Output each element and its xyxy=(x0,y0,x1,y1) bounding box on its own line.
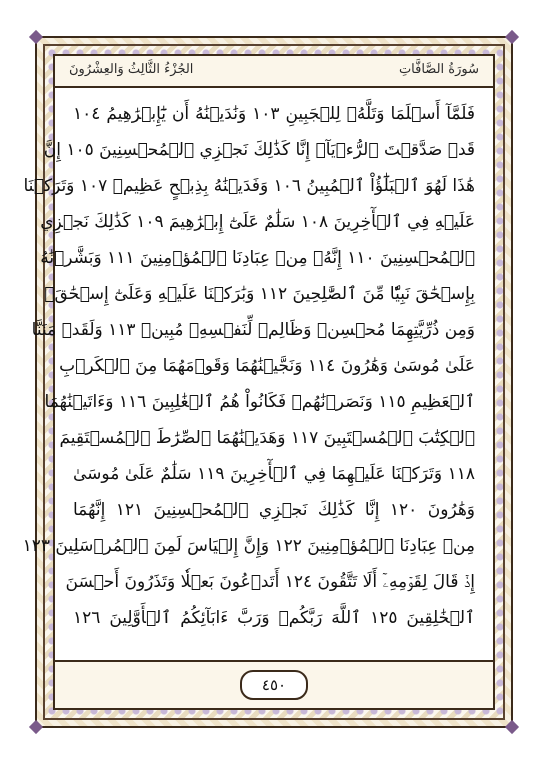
text-line: إِذۡ قَالَ لِقَوۡمِهِۦٓ أَلَا تَتَّقُونَ ١٢٤ أَتَدۡعُونَ بَعۡلٗا وَتَذَرُونَ أَحۡسَنَ xyxy=(65,572,475,592)
juz-title: الجُزْءُ الثَّالِثُ وَالعِشْرُونَ xyxy=(69,62,194,77)
text-line: وَهَٰرُونَ ١٢٠ إِنَّا كَذَٰلِكَ نَجۡزِي ٱلۡمُحۡسِنِينَ ١٢١ إِنَّهُمَا xyxy=(73,500,475,520)
ornamental-border xyxy=(22,44,505,720)
text-line: ٱلۡعَظِيمِ ١١٥ وَنَصَرۡنَٰهُمۡ فَكَانُواْ هُمُ ٱلۡغَٰلِبِينَ ١١٦ وَءَاتَيۡنَٰهُمَا xyxy=(44,392,475,412)
page-number: ٤٥٠ xyxy=(240,670,308,700)
text-line: مِنۡ عِبَادِنَا ٱلۡمُؤۡمِنِينَ ١٢٢ وَإِنَّ إِلۡيَاسَ لَمِنَ ٱلۡمُرۡسَلِينَ ١٢٣ xyxy=(22,536,475,556)
corner-ornament-icon xyxy=(505,720,519,734)
corner-ornament-icon xyxy=(29,720,43,734)
page-content xyxy=(22,54,495,710)
text-line: بِإِسۡحَٰقَ نَبِيّٗا مِّنَ ٱلصَّٰلِحِينَ ١١٢ وَبَٰرَكۡنَا عَلَيۡهِ وَعَلَىٰٓ إِسۡحَٰقَۚ xyxy=(44,284,475,304)
text-line: وَمِن ذُرِّيَّتِهِمَا مُحۡسِنٞ وَظَالِمٞ لِّنَفۡسِهِۦ مُبِينٞ ١١٣ وَلَقَدۡ مَنَنَّا xyxy=(31,320,475,340)
text-line: فَلَمَّآ أَسۡلَمَا وَتَلَّهُۥ لِلۡجَبِينِ ١٠٣ وَنَٰدَيۡنَٰهُ أَن يَٰٓإِبۡرَٰهِيمُ ١٠٤ xyxy=(73,104,475,124)
surah-title: سُورَةُ الصَّافَّاتِ xyxy=(398,62,479,77)
text-line: ٱلۡكِتَٰبَ ٱلۡمُسۡتَبِينَ ١١٧ وَهَدَيۡنَٰهُمَا ٱلصِّرَٰطَ ٱلۡمُسۡتَقِيمَ xyxy=(59,428,475,448)
page-header xyxy=(55,56,493,88)
text-line: هَٰذَا لَهُوَ ٱلۡبَلَٰٓؤُاْ ٱلۡمُبِينُ ١٠٦ وَفَدَيۡنَٰهُ بِذِبۡحٍ عَظِيمٖ ١٠٧ وَتَرَكۡنَا xyxy=(23,176,475,196)
text-line: عَلَيۡهِ فِي ٱلۡأٓخِرِينَ ١٠٨ سَلَٰمٌ عَلَىٰٓ إِبۡرَٰهِيمَ ١٠٩ كَذَٰلِكَ نَجۡزِي xyxy=(40,212,475,232)
page-frame xyxy=(22,36,513,728)
corner-ornament-icon xyxy=(505,30,519,44)
text-line: ٱلۡمُحۡسِنِينَ ١١٠ إِنَّهُۥ مِنۡ عِبَادِنَا ٱلۡمُؤۡمِنِينَ ١١١ وَبَشَّرۡنَٰهُ xyxy=(40,248,475,268)
text-line: عَلَىٰ مُوسَىٰ وَهَٰرُونَ ١١٤ وَنَجَّيۡنَٰهُمَا وَقَوۡمَهُمَا مِنَ ٱلۡكَرۡبِ xyxy=(59,356,475,376)
quran-text xyxy=(22,96,475,646)
text-line: قَدۡ صَدَّقۡتَ ٱلرُّءۡيَآۚ إِنَّا كَذَٰلِكَ نَجۡزِي ٱلۡمُحۡسِنِينَ ١٠٥ إِنَّ xyxy=(43,140,475,160)
text-line: ٱلۡخَٰلِقِينَ ١٢٥ ٱللَّهَ رَبَّكُمۡ وَرَبَّ ءَابَآئِكُمُ ٱلۡأَوَّلِينَ ١٢٦ xyxy=(73,608,475,628)
page-footer xyxy=(55,660,493,708)
corner-ornament-icon xyxy=(29,30,43,44)
text-line: ١١٨ وَتَرَكۡنَا عَلَيۡهِمَا فِي ٱلۡأٓخِرِينَ ١١٩ سَلَٰمٌ عَلَىٰ مُوسَىٰ xyxy=(73,464,475,484)
